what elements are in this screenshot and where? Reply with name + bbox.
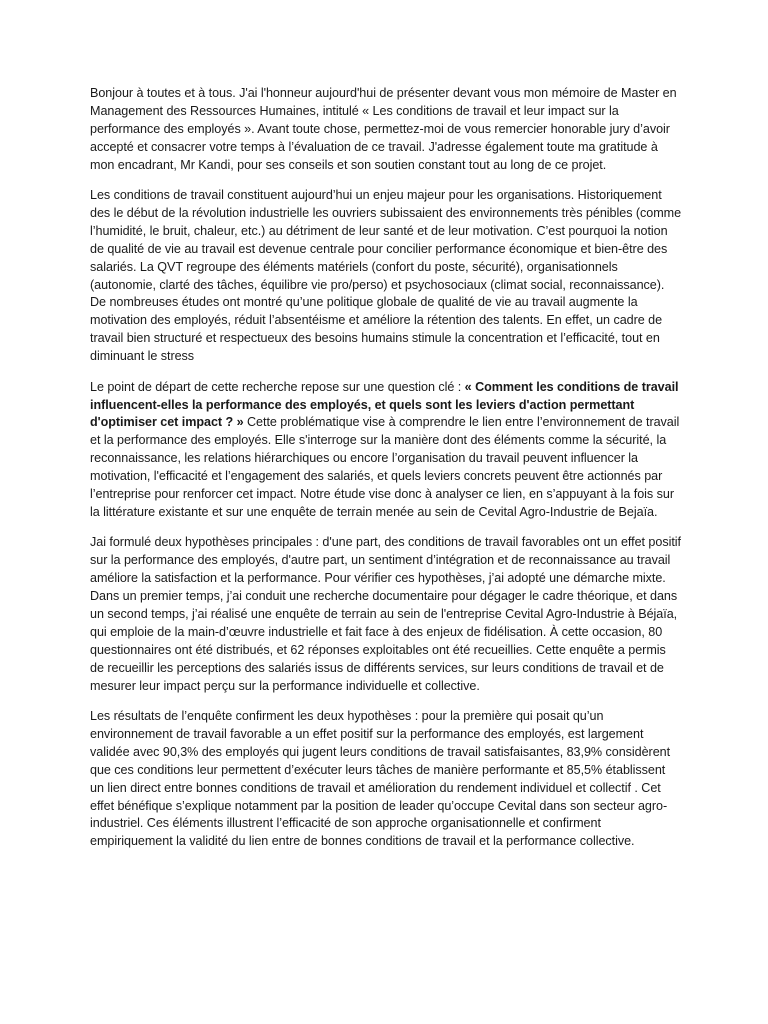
document-page [90,85,682,864]
research-question-lead: Le point de départ de cette recherche repose sur une question clé : [90,379,465,394]
paragraph-context: Les conditions de travail constituent aujourd’hui un enjeu majeur pour les organisations. Historiquement des le début de la révolution industrielle les ouvriers subissaient des environnements très pénibles (comme l’humidité, le bruit, chaleur, etc.) au détriment de leur santé et de leur motivation. C’est pourquoi la notion de qualité de vie au travail est devenue centrale pour concilier performance économique et bien-être des salariés. La QVT regroupe des éléments matériels (confort du poste, sécurité), organisationnels (autonomie, clarté des tâches, équilibre vie pro/perso) et psychosociaux (climat social, reconnaissance). De nombreuses études ont montré qu’une politique globale de qualité de vie au travail augmente la motivation des employés, réduit l’absentéisme et améliore la rétention des talents. En effet, un cadre de travail bien structuré et respectueux des besoins humains stimule la concentration et l’efficacité, tout en diminuant le stress [90,188,682,364]
research-question-bold: « Comment les conditions de travail influencent-elles la performance des employés, et quels sont les leviers d'action permettant d'optimiser cet impact ? » [90,379,679,430]
paragraph-hypotheses: Jai formulé deux hypothèses principales : d'une part, des conditions de travail favorables ont un effet positif sur la performance des employés, d'autre part, un sentiment d’intégration et de reconnaissance au travail améliore la satisfaction et la performance. Pour vérifier ces hypothèses, j’ai adopté une démarche mixte. Dans un premier temps, j’ai conduit une recherche documentaire pour dégager le cadre théorique, et dans un second temps, j’ai réalisé une enquête de terrain au sein de l'entreprise Cevital Agro-Industrie à Béjaïa, qui emploie de la main-d’œuvre industrielle et fait face à des enjeux de fidélisation. À cette occasion, 80 questionnaires ont été distribués, et 62 réponses exploitables ont été recueillies. Cette enquête a permis de recueillir les perceptions des salariés issus de différents services, sur leurs conditions de travail et de mesurer leur impact perçu sur la performance individuelle et collective. [90,535,681,693]
paragraph-introduction: Bonjour à toutes et à tous. J'ai l'honneur aujourd'hui de présenter devant vous mon mémoire de Master en Management des Ressources Humaines, intitulé « Les conditions de travail et leur impact sur la performance des employés ». Avant toute chose, permettez-moi de vous remercier honorable jury d’avoir accepté et consacrer votre temps à l’évaluation de ce travail. J'adresse également toute ma gratitude à mon encadrant, Mr Kandi, pour ses conseils et son soutien constant tout au long de ce projet. [90,86,677,172]
paragraph-research-question [90,379,682,522]
research-question-rest: Cette problématique vise à comprendre le lien entre l’environnement de travail et la performance des employés. Elle s'interroge sur la manière dont des éléments comme la sécurité, la reconnaissance, les relations hiérarchiques ou encore l’organisation du travail peuvent influencer la motivation, l'efficacité et l’engagement des salariés, et quels leviers concrets peuvent être actionnés par l’entreprise pour renforcer cet impact. Notre étude vise donc à analyser ce lien, en s’appuyant à la fois sur la littérature existante et sur une enquête de terrain menée au sein de Cevital Agro-Industrie de Bejaïa. [90,415,680,519]
paragraph-results: Les résultats de l’enquête confirment les deux hypothèses : pour la première qui posait qu’un environnement de travail favorable a un effet positif sur la performance des employés, est largement validée avec 90,3% des employés qui jugent leurs conditions de travail satisfaisantes, 83,9% considèrent que ces conditions leur permettent d’exécuter leurs tâches de manière performante et 85,5% établissent un lien direct entre bonnes conditions de travail et amélioration du rendement individuel et collectif . Cet effet bénéfique s’explique notamment par la position de leader qu’occupe Cevital dans son secteur agro-industriel. Ces éléments illustrent l’efficacité de son approche organisationnelle et confirment empiriquement la validité du lien entre de bonnes conditions de travail et la performance collective. [90,709,671,849]
